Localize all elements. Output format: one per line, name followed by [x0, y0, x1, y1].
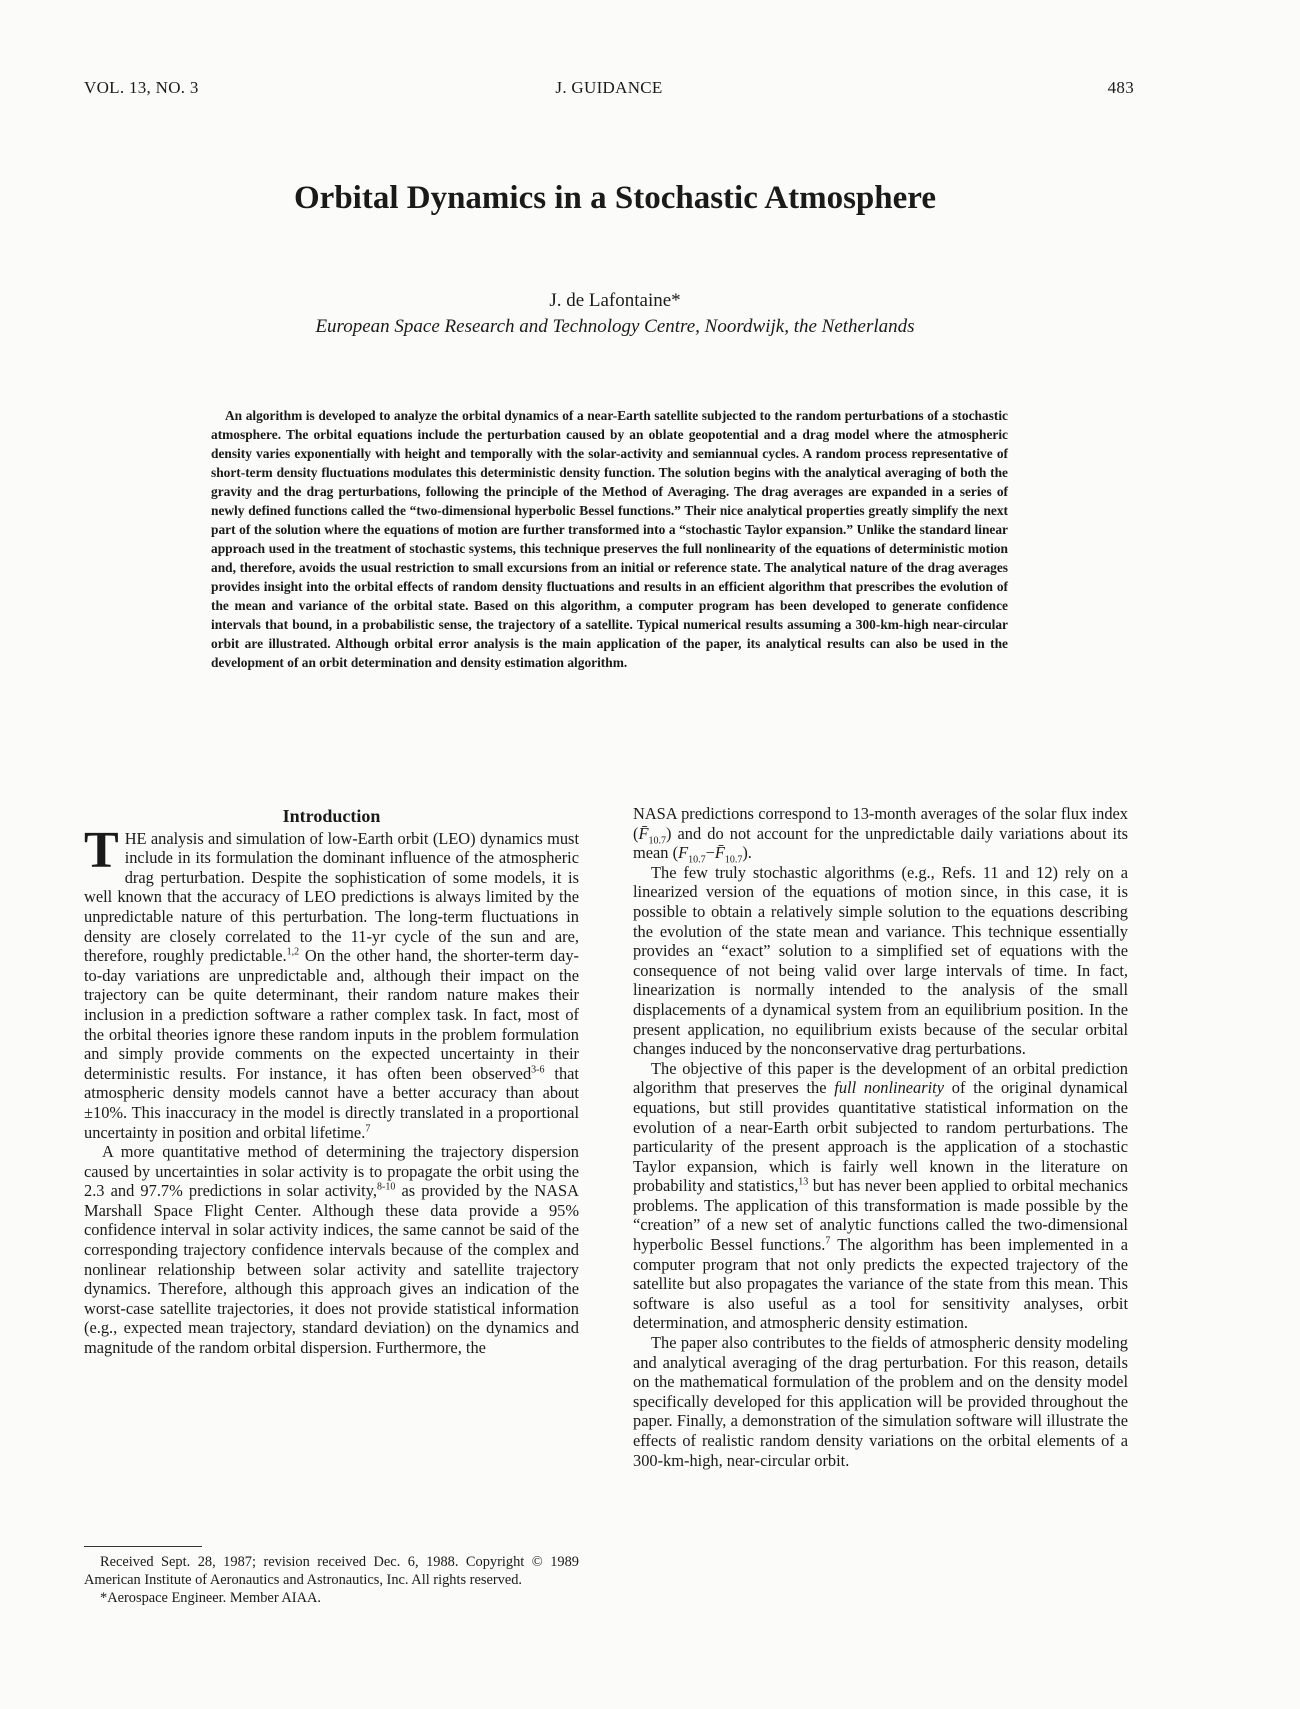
right-column	[633, 804, 1128, 1470]
journal-name: J. GUIDANCE	[555, 78, 663, 97]
intro-paragraph-5: The objective of this paper is the development of an orbital prediction algorithm that preserves the full nonlinearity of the original dynamical equations, but still provides quantitative statistical information on the evolution of a near-Earth orbit subjected to random perturbations. The particularity of the present approach is the application of a stochastic Taylor expansion, which is fairly well known in the literature on probability and statistics,$^{13}$ but has never been applied to orbital mechanics problems. The application of this transformation is made possible by the “creation” of a new set of analytic functions called the two-dimensional hyperbolic Bessel functions.$^7$ The algorithm has been implemented in a computer program that not only predicts the expected trajectory of the satellite but also propagates the variance of the state from this mean. This software is also useful as a tool for sensitivity analyses, orbit determination, and atmospheric density estimation.	[633, 1058, 1129, 1333]
intro-paragraph-2: A more quantitative method of determining the trajectory dispersion caused by uncertainties in solar activity is to propagate the orbit using the 2.3 and 97.7% predictions in solar activity,$^{8-10}$ as provided by the NASA Marshall Space Flight Center. Although these data provide a 95% confidence interval in solar activity indices, the same cannot be said of the corresponding trajectory confidence intervals because of the complex and nonlinear relationship between solar activity and satellite trajectory dynamics. Therefore, although this approach gives an indication of the worst-case satellite trajectories, it does not provide statistical information (e.g., expected mean trajectory, standard deviation) on the dynamics and magnitude of the random orbital dispersion. Furthermore, the	[84, 1142, 579, 1358]
intro-paragraph-1: THE analysis and simulation of low-Earth orbit (LEO) dynamics must include in its formulation the dominant influence of the atmospheric drag perturbation. Despite the sophistication of some models, it is well known that the accuracy of LEO predictions is always limited by the unpredictable nature of this perturbation. The long-term fluctuations in density are closely correlated to the 11-yr cycle of the sun and are, therefore, roughly predictable.$^{1,2}$ On the other hand, the shorter-term day-to-day variations are unpredictable and, although their impact on the trajectory can be quite determinant, their random nature makes their inclusion in a prediction software a rather complex task. In fact, most of the orbital theories ignore these random inputs in the problem formulation and simply provide comments on the expected uncertainty in their deterministic results. For instance, it has often been observed$^{3-6}$ that atmospheric density models cannot have a better accuracy than about ±10%. This inaccuracy in the model is directly translated in a proportional uncertainty in position and orbital lifetime.$^7$	[84, 821, 579, 1142]
reference-marker: 3-6	[531, 1064, 545, 1076]
footnotes	[84, 1546, 579, 1607]
author-name: J. de Lafontaine*	[549, 290, 681, 311]
intro-paragraph-3: NASA predictions correspond to 13-month averages of the solar flux index $(F̄_{10.7})$ and do not account for the unpredictable daily variations about its mean $(F_{10.7}-F̄_{10.7})$.	[633, 804, 1128, 866]
received-note: Received Sept. 28, 1987; revision received Dec. 6, 1988. Copyright © 1989 American Institute of Aeronautics and Astronautics, Inc. All rights reserved.	[84, 1554, 579, 1588]
intro-paragraph-6: The paper also contributes to the fields of atmospheric density modeling and analytical averaging of the drag perturbation. For this reason, details on the mathematical formulation of the problem and on the density model specifically developed for this application will be provided throughout the paper. Finally, a demonstration of the simulation software will illustrate the effects of realistic random density variations on the orbital elements of a 300-km-high, near-circular orbit.	[633, 1333, 1128, 1470]
emphasis: full nonlinearity	[834, 1078, 945, 1098]
reference-marker: 8-10	[376, 1181, 396, 1193]
intro-paragraph-4: The few truly stochastic algorithms (e.g., Refs. 11 and 12) rely on a linearized version of the equations of motion since, in this case, it is possible to obtain a relatively simple solution to the equations describing the evolution of the state mean and variance. This technique essentially provides an “exact” solution to a simplified set of equations with the consequence of not being valid over large intervals of time. In fact, linearization is normally intended to the analysis of the small displacements of a dynamical system from an equilibrium position. In the present application, no equilibrium exists because of the secular orbital changes induced by the nonconservative drag perturbations.	[633, 862, 1128, 1059]
paper-title: Orbital Dynamics in a Stochastic Atmosphere	[294, 180, 936, 216]
running-head	[84, 78, 1134, 100]
reference-marker: 7	[825, 1235, 831, 1247]
reference-marker: 1,2	[286, 946, 300, 958]
author-footnote: *Aerospace Engineer. Member AIAA.	[100, 1590, 321, 1606]
author-affiliation: European Space Research and Technology Centre, Noordwijk, the Netherlands	[315, 316, 915, 337]
left-column	[84, 804, 579, 1358]
section-heading-introduction: Introduction	[282, 806, 381, 826]
reference-marker: 13	[798, 1176, 809, 1188]
volume-number: VOL. 13, NO. 3	[84, 78, 199, 97]
page-number: 483	[1107, 78, 1134, 97]
drop-cap: T	[84, 821, 119, 879]
reference-marker: 7	[365, 1123, 371, 1135]
abstract: An algorithm is developed to analyze the orbital dynamics of a near-Earth satellite subjected to the random perturbations of a stochastic atmosphere. The orbital equations include the perturbation caused by an oblate geopotential and a drag model where the atmospheric density varies exponentially with height and temporally with the solar-activity and semiannual cycles. A random process representative of short-term density fluctuations modulates this deterministic density function. The solution begins with the analytical averaging of both the gravity and the drag perturbations, following the principle of the Method of Averaging. The drag averages are expanded in a series of newly defined functions called the “two-dimensional hyperbolic Bessel functions.” Their nice analytical properties greatly simplify the next part of the solution where the equations of motion are further transformed into a “stochastic Taylor expansion.” Unlike the standard linear approach used in the treatment of stochastic systems, this technique preserves the full nonlinearity of the equations of deterministic motion and, therefore, avoids the usual restriction to small excursions from an initial or reference state. The analytical nature of the drag averages provides insight into the orbital effects of random density fluctuations and results in an efficient algorithm that prescribes the evolution of the mean and variance of the orbital state. Based on this algorithm, a computer program has been developed to generate confidence intervals that bound, in a probabilistic sense, the trajectory of a satellite. Typical numerical results assuming a 300-km-high near-circular orbit are illustrated. Although orbital error analysis is the main application of the paper, its analytical results can also be used in the development of an orbit determination and density estimation algorithm.	[211, 408, 1008, 670]
footnote-rule	[84, 1546, 202, 1547]
